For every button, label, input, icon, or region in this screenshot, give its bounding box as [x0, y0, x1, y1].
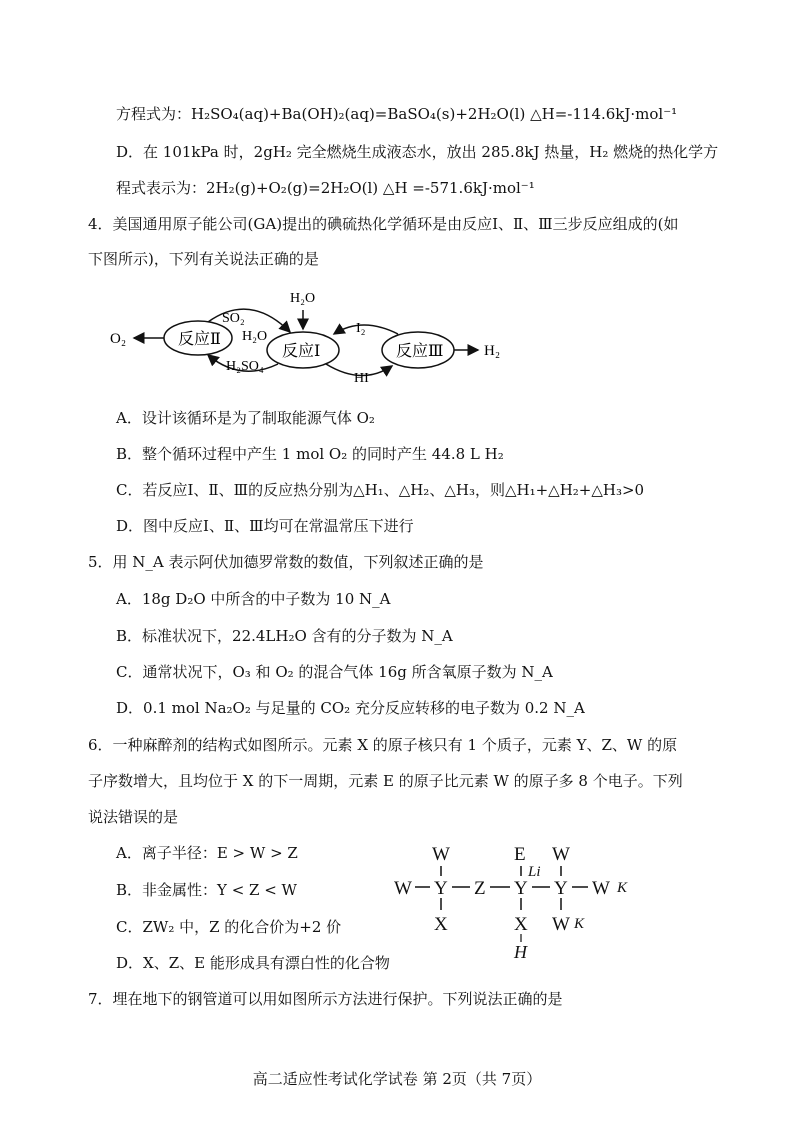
atom-e-top: E [514, 844, 526, 865]
q6-stem-line2: 子序数增大，且均位于 X 的下一周期，元素 E 的原子比元素 W 的原子多 8 个电子。下列 [88, 772, 683, 790]
iodine-sulfur-cycle-diagram [100, 282, 520, 392]
q4-stem-line2: 下图所示)，下列有关说法正确的是 [88, 250, 319, 268]
q5-option-d: D．0.1 mol Na₂O₂ 与足量的 CO₂ 充分反应转移的电子数为 0.2 N_A [116, 699, 585, 717]
q6-option-b: B．非金属性：Y < Z < W [116, 881, 297, 899]
i2-arrow [334, 325, 398, 334]
q5-stem: 5．用 N_A 表示阿伏加德罗常数的数值，下列叙述正确的是 [88, 553, 484, 571]
h2so4-label: H₂SO₄ [226, 359, 264, 374]
q5-option-a: A．18g D₂O 中所含的中子数为 10 N_A [116, 590, 391, 608]
h2o-top-label: H₂O [290, 291, 316, 306]
atom-y3: Y [554, 878, 568, 899]
q5-option-c: C．通常状况下，O₃ 和 O₂ 的混合气体 16g 所含氧原子数为 N_A [116, 663, 553, 681]
q4-option-c: C．若反应Ⅰ、Ⅱ、Ⅲ的反应热分别为△H₁、△H₂、△H₃，则△H₁+△H₂+△H₃>0 [116, 481, 645, 499]
atom-x-bot1: X [434, 914, 448, 935]
reaction-ii-label: 反应Ⅱ [178, 331, 221, 348]
h2o-mid-label: H₂O [242, 329, 268, 344]
q6-stem-line3: 说法错误的是 [88, 808, 179, 826]
q7-stem: 7．埋在地下的钢管道可以用如图所示方法进行保护。下列说法正确的是 [88, 990, 563, 1008]
q4-stem-line1: 4．美国通用原子能公司(GA)提出的碘硫热化学循环是由反应Ⅰ、Ⅱ、Ⅲ三步反应组成的(如 [88, 215, 679, 233]
page-footer: 高二适应性考试化学试卷 第 2页（共 7页） [252, 1070, 542, 1088]
atom-y1: Y [434, 878, 448, 899]
atom-w-top1: W [432, 844, 450, 865]
q3d-equation-line: 程式表示为：2H₂(g)+O₂(g)=2H₂O(l) △H =-571.6kJ·mol⁻¹ [116, 179, 535, 197]
reaction-iii-label: 反应Ⅲ [396, 343, 444, 360]
q4-option-d: D．图中反应Ⅰ、Ⅱ、Ⅲ均可在常温常压下进行 [116, 517, 414, 535]
anesthetic-structure-formula [386, 836, 646, 972]
handwritten-h: H [514, 942, 527, 962]
hi-label: HI [354, 371, 369, 386]
q5-option-b: B．标准状况下，22.4LH₂O 含有的分子数为 N_A [116, 627, 453, 645]
q6-stem-line1: 6．一种麻醉剂的结构式如图所示。元素 X 的原子核只有 1 个质子，元素 Y、Z、W 的原 [88, 736, 678, 754]
handwritten-k2: K [574, 916, 585, 932]
reaction-i-label: 反应Ⅰ [282, 343, 321, 360]
atom-y2: Y [514, 878, 528, 899]
q4-option-a: A．设计该循环是为了制取能源气体 O₂ [116, 409, 375, 427]
atom-z: Z [474, 878, 486, 899]
q3d-line: D．在 101kPa 时，2gH₂ 完全燃烧生成液态水，放出 285.8kJ 热量，H₂ 燃烧的热化学方 [116, 143, 719, 161]
handwritten-li: Li [528, 864, 541, 880]
handwritten-k1: K [617, 880, 628, 896]
q6-option-d: D．X、Z、E 能形成具有漂白性的化合物 [116, 954, 390, 972]
atom-w-left: W [394, 878, 412, 899]
q4-option-b: B．整个循环过程中产生 1 mol O₂ 的同时产生 44.8 L H₂ [116, 445, 504, 463]
atom-w-right: W [592, 878, 610, 899]
atom-x-bot2: X [514, 914, 528, 935]
i2-label: I₂ [356, 321, 366, 336]
o2-label: O₂ [110, 331, 127, 347]
atom-w-top2: W [552, 844, 570, 865]
q6-option-c: C．ZW₂ 中，Z 的化合价为+2 价 [116, 918, 342, 936]
q3c-equation-line: 方程式为：H₂SO₄(aq)+Ba(OH)₂(aq)=BaSO₄(s)+2H₂O(l) △H=-114.6kJ·mol⁻¹ [116, 105, 678, 123]
h2-label: H₂ [484, 343, 501, 359]
atom-w-bot: W [552, 914, 570, 935]
so2-label: SO₂ [222, 311, 245, 326]
q6-option-a: A．离子半径：E > W > Z [116, 844, 298, 862]
